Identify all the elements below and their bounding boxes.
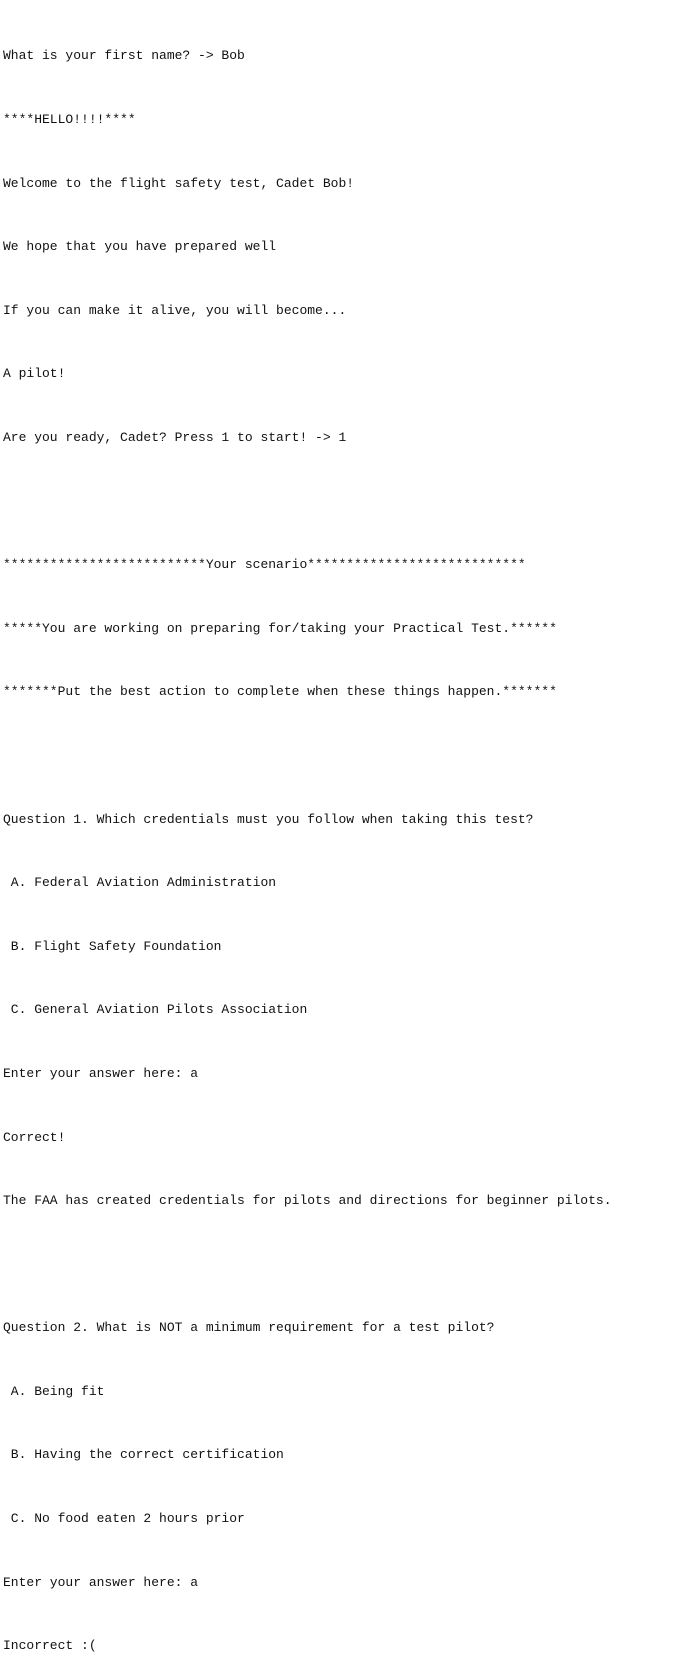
blank-line (3, 1254, 689, 1275)
blank-line (3, 745, 689, 766)
explanation-1-line: The FAA has created credentials for pilots and directions for beginner pilots. (3, 1193, 612, 1209)
answer-2-input-line: Enter your answer here: a (3, 1574, 199, 1590)
hello-line: ****HELLO!!!!**** (3, 112, 136, 127)
question-1-option-c: C. General Aviation Pilots Association (3, 1002, 308, 1018)
name-prompt-line: What is your first name? -> Bob (3, 48, 245, 64)
question-2-option-c: C. No food eaten 2 hours prior (3, 1511, 245, 1527)
blank-line (3, 491, 689, 512)
question-1-option-b: B. Flight Safety Foundation (3, 938, 222, 954)
question-1-option-a: A. Federal Aviation Administration (3, 875, 277, 891)
result-2-line: Incorrect :( (3, 1638, 97, 1654)
question-2-option-b: B. Having the correct certification (3, 1447, 284, 1463)
scenario-instruction-line: *******Put the best action to complete when these things happen.******* (3, 684, 557, 700)
result-1-line: Correct! (3, 1129, 66, 1145)
pilot-line: A pilot! (3, 366, 66, 382)
console-output (3, 3, 689, 1678)
answer-1-input-line: Enter your answer here: a (3, 1065, 199, 1081)
prepared-line: We hope that you have prepared well (3, 239, 277, 255)
ready-prompt-line: Are you ready, Cadet? Press 1 to start! -> 1 (3, 429, 347, 445)
welcome-line: Welcome to the flight safety test, Cadet Bob! (3, 175, 355, 191)
scenario-description-line: *****You are working on preparing for/taking your Practical Test.****** (3, 620, 557, 636)
alive-line: If you can make it alive, you will become... (3, 302, 347, 318)
question-1-line: Question 1. Which credentials must you follow when taking this test? (3, 811, 534, 827)
scenario-header-line: **************************Your scenario**************************** (3, 557, 526, 573)
question-2-option-a: A. Being fit (3, 1383, 105, 1399)
question-2-line: Question 2. What is NOT a minimum requirement for a test pilot? (3, 1320, 495, 1336)
